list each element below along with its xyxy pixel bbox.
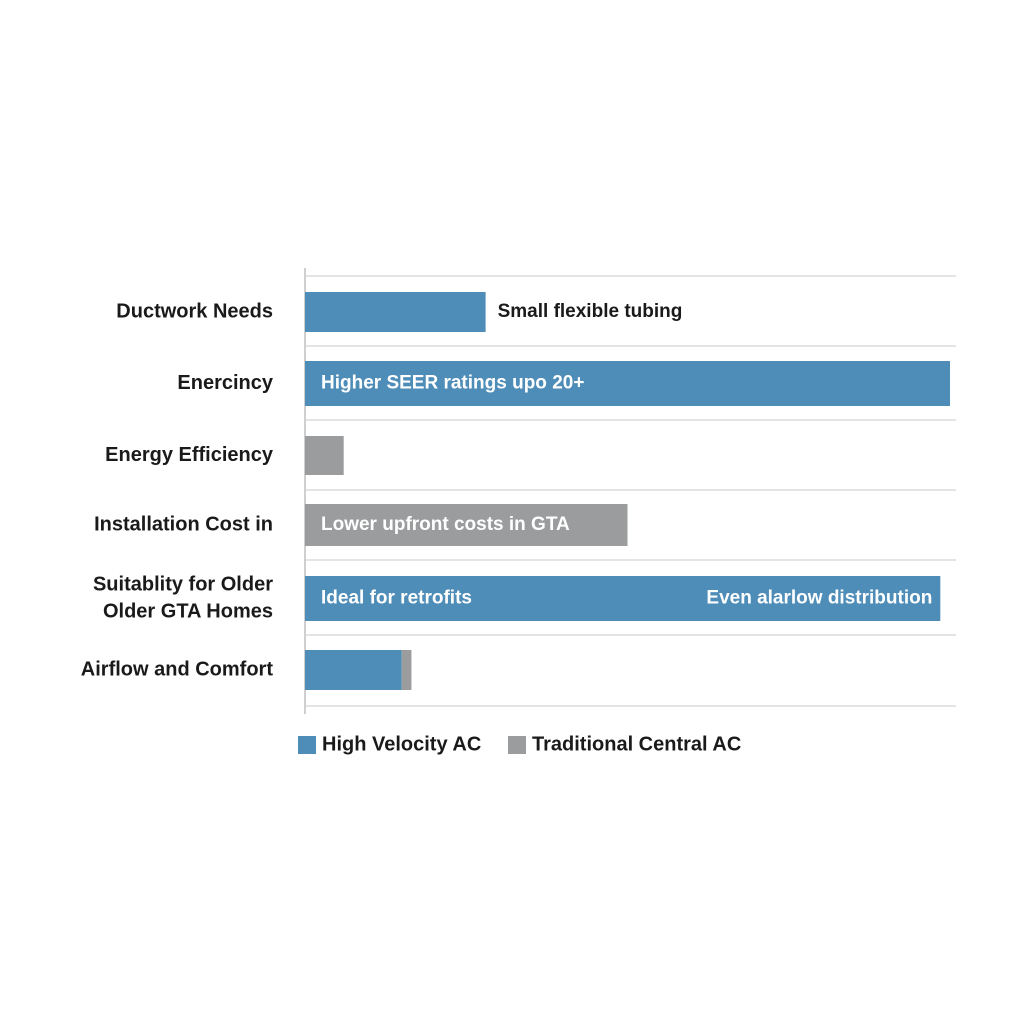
bar-high-velocity bbox=[305, 292, 486, 332]
category-label: Older GTA Homes bbox=[102, 600, 273, 623]
legend-swatch bbox=[508, 736, 526, 754]
category-label: Suitablity for Older bbox=[92, 573, 273, 596]
bar-traditional bbox=[402, 650, 412, 690]
legend-swatch bbox=[298, 736, 316, 754]
legend-label: Traditional Central AC bbox=[532, 733, 742, 756]
legend-label: High Velocity AC bbox=[322, 733, 482, 756]
bar-data-label: Even alarlow distribution bbox=[706, 587, 933, 609]
bar-high-velocity bbox=[305, 650, 402, 690]
bar-data-label: Small flexible tubing bbox=[497, 301, 683, 323]
category-label: Ductwork Needs bbox=[116, 300, 273, 323]
bar-traditional bbox=[305, 436, 344, 475]
category-label: Installation Cost in bbox=[94, 513, 273, 536]
bar-data-label: Ideal for retrofits bbox=[321, 587, 472, 609]
category-label: Energy Efficiency bbox=[105, 443, 273, 466]
category-label: Airflow and Comfort bbox=[80, 658, 273, 681]
bar-data-label: Lower upfront costs in GTA bbox=[321, 514, 570, 536]
bar-data-label: Higher SEER ratings upo 20+ bbox=[321, 372, 585, 394]
category-label: Enercincy bbox=[177, 371, 273, 394]
